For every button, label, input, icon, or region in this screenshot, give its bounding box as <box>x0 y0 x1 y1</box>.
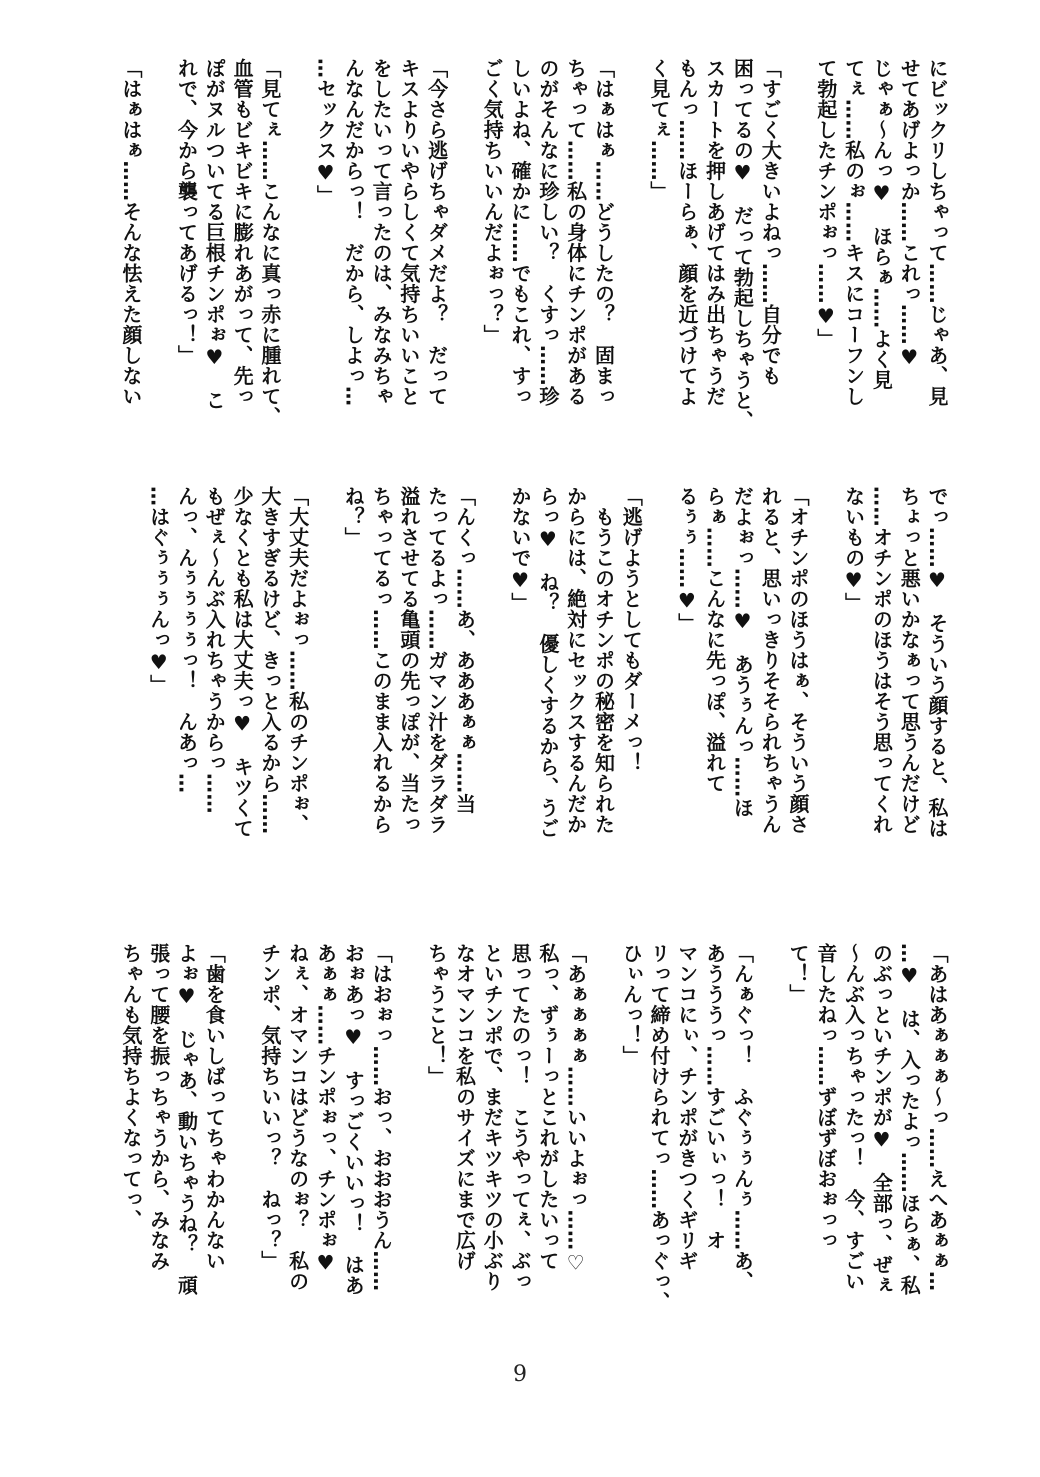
text-line: おぉあっ♥ すっごくいいっ！ はあ <box>341 943 366 1296</box>
text-line: らっ♥ ね？ 優しくするから、うご <box>535 486 560 839</box>
text-line: リって締め付けられてっ……あっぐっ、 <box>647 943 672 1312</box>
text-line: れると、思いっきりそそられちゃうん <box>758 486 783 835</box>
text-line: 「はぁはぁ……どうしたの？ 固まっ <box>591 58 616 407</box>
text-line: てぇ……私のぉ……キスにコーフンし <box>841 58 866 407</box>
text-line: んっ、んぅぅぅぅっ！ んあっ… <box>174 486 199 794</box>
text-line <box>783 58 811 418</box>
text-line: …♥ は、入ったよっ……ほらぁ、私 <box>897 943 922 1296</box>
text-line: なオマンコを私のサイズにまで広げ <box>452 943 477 1271</box>
text-line: 「すごく大きいよねっ……自分でも <box>758 58 783 386</box>
text-line: ごく気持ちいいんだよぉっ？」 <box>480 58 505 345</box>
text-line: ちゃんも気持ちよくなってっ、 <box>118 943 143 1230</box>
text-block-top <box>116 58 950 431</box>
text-line: ぽがヌルついてる巨根チンポぉ♥ こ <box>202 58 227 411</box>
text-line <box>477 486 505 846</box>
text-line: 「んくっ……あ、あああぁぁ……当 <box>452 486 477 814</box>
text-line: 「逃げようとしてもダーメっ！ <box>619 486 644 773</box>
text-line <box>144 58 172 418</box>
text-line: 思ってたのっ！ こうやってぇ、ぶっ <box>508 943 533 1292</box>
text-line: せてあげよっか……これっ……♥ <box>897 58 922 370</box>
text-line <box>311 486 339 846</box>
text-line: キスよりいやらしくて気持ちいいこと <box>396 58 421 407</box>
text-line: 血管もビキビキに膨れあがって、先っ <box>230 58 255 407</box>
text-line <box>283 58 311 418</box>
text-line: ないもの♥」 <box>841 486 866 613</box>
text-line: といチンポで、まだキツキツの小ぶり <box>480 943 505 1292</box>
text-line: ひぃんっ！」 <box>619 943 644 1066</box>
text-line: かないで♥」 <box>508 486 533 613</box>
text-line: もうこのオチンポの秘密を知られた <box>591 486 616 835</box>
text-line: をしたいって言ったのは、みなみちゃ <box>369 58 394 407</box>
text-line: にビックリしちゃって……じゃあ、見 <box>925 58 949 407</box>
text-line: るぅぅ……♥」 <box>674 486 699 634</box>
text-line: …セックス♥」 <box>313 58 338 206</box>
text-line <box>755 943 783 1303</box>
text-line: のがそんなに珍しい？ くすっ……珍 <box>535 58 560 407</box>
text-line: て！」 <box>786 943 811 1005</box>
text-line: しいよね、確かに……でもこれ、すっ <box>508 58 533 407</box>
text-line: 溢れさせてる亀頭の先っぽが、当たっ <box>396 486 421 835</box>
text-line: 音したねっ……ずぼずぼおぉっっ <box>813 943 838 1251</box>
text-line: あうううっ……すごいぃっ！ オ <box>702 943 727 1251</box>
text-line: でっ……♥ そういう顔すると、私は <box>925 486 949 839</box>
text-line: 〜んぶ入っちゃったっ！ 今、すごい <box>841 943 866 1292</box>
text-line: 「オチンポのほうはぁ、そういう顔さ <box>786 486 811 835</box>
text-line: く見てぇ……」 <box>647 58 672 202</box>
text-line: 困ってるの♥ だって勃起しちゃうと、 <box>730 58 755 431</box>
text-line <box>227 943 255 1303</box>
text-line: マンコにぃ、チンポがきつくギリギ <box>674 943 699 1271</box>
text-line: ちゃうこと！」 <box>424 943 449 1087</box>
text-line: て勃起したチンポぉっ……♥」 <box>813 58 838 349</box>
text-line: れで、今から襲ってあげるっ！」 <box>174 58 199 366</box>
text-line: 「あはあぁぁぁ〜っ……えへあぁぁ… <box>925 943 949 1292</box>
text-line <box>811 486 839 846</box>
text-block-middle <box>144 486 950 846</box>
text-line: 「はぁはぁ……そんな怯えた顔しない <box>118 58 143 407</box>
text-line <box>589 943 617 1303</box>
text-line <box>616 58 644 418</box>
text-line: もんっ……ほーらぁ、顔を近づけてよ <box>674 58 699 407</box>
text-line: 大きすぎるけど、きっと入るから…… <box>257 486 282 835</box>
text-line: んなんだからっ！ だから、しよっ… <box>341 58 366 407</box>
text-line: ちゃってるっ……このまま入れるから <box>369 486 394 835</box>
text-line: 「んぁぐっ！ ふぐぅぅんぅ……あ、 <box>730 943 755 1292</box>
text-line: 「はおぉっ……おっ、おおおうん…… <box>369 943 394 1292</box>
text-line: たってるよっ……ガマン汁をダラダラ <box>424 486 449 835</box>
text-line: もぜぇ〜んぶ入れちゃうからっ…… <box>202 486 227 814</box>
text-line: …はぐぅぅぅんっ♥」 <box>146 486 171 695</box>
text-line: 「今さら逃げちゃダメだよ？ だって <box>424 58 449 407</box>
text-line: ちゃって……私の身体にチンポがある <box>563 58 588 407</box>
text-line: からには、絶対にセックスするんだか <box>563 486 588 835</box>
text-line: ねぇ、オマンコはどうなのぉ？ 私の <box>285 943 310 1292</box>
text-line: らぁ……こんなに先っぽ、溢れて <box>702 486 727 794</box>
text-line: よぉ♥ じゃあ、動いちゃうね？ 頑 <box>174 943 199 1296</box>
text-line: 「大丈夫だよぉっ……私のチンポぉ、 <box>285 486 310 835</box>
page-number: 9 <box>513 1362 527 1387</box>
text-line: のぶっといチンポが♥ 全部っ、ぜぇ <box>869 943 894 1296</box>
text-line: あぁぁ……チンポぉっ、チンポぉ♥ <box>313 943 338 1275</box>
text-line: 張って腰を振っちゃうから、みなみ <box>146 943 171 1271</box>
text-line: 少なくとも私は大丈夫っ♥ キツくて <box>230 486 255 839</box>
text-block-bottom <box>116 943 950 1312</box>
text-line: 「見てぇ……こんなに真っ赤に腫れて、 <box>257 58 282 427</box>
text-line: スカートを押しあげてはみ出ちゃうだ <box>702 58 727 407</box>
text-line: ね？」 <box>341 486 366 548</box>
text-line: 「あぁぁぁぁ……いいよぉっ……♡ <box>563 943 588 1275</box>
text-line: だよぉっ……♥ あうぅんっ……ほ <box>730 486 755 818</box>
text-line: チンポ、気持ちいいっ？ ねっ？」 <box>257 943 282 1271</box>
text-line <box>644 486 672 846</box>
text-line <box>394 943 422 1303</box>
text-line <box>450 58 478 418</box>
text-line: じゃぁ〜んっ♥ ほらぁ……よく見 <box>869 58 894 390</box>
text-line: 私っ、ずぅーっとこれがしたいって <box>535 943 560 1271</box>
text-line: 「歯を食いしばってちゃわかんない <box>202 943 227 1271</box>
text-line: ……オチンポのほうはそう思ってくれ <box>869 486 894 835</box>
text-line: ちょっと悪いかなぁって思うんだけど <box>897 486 922 835</box>
